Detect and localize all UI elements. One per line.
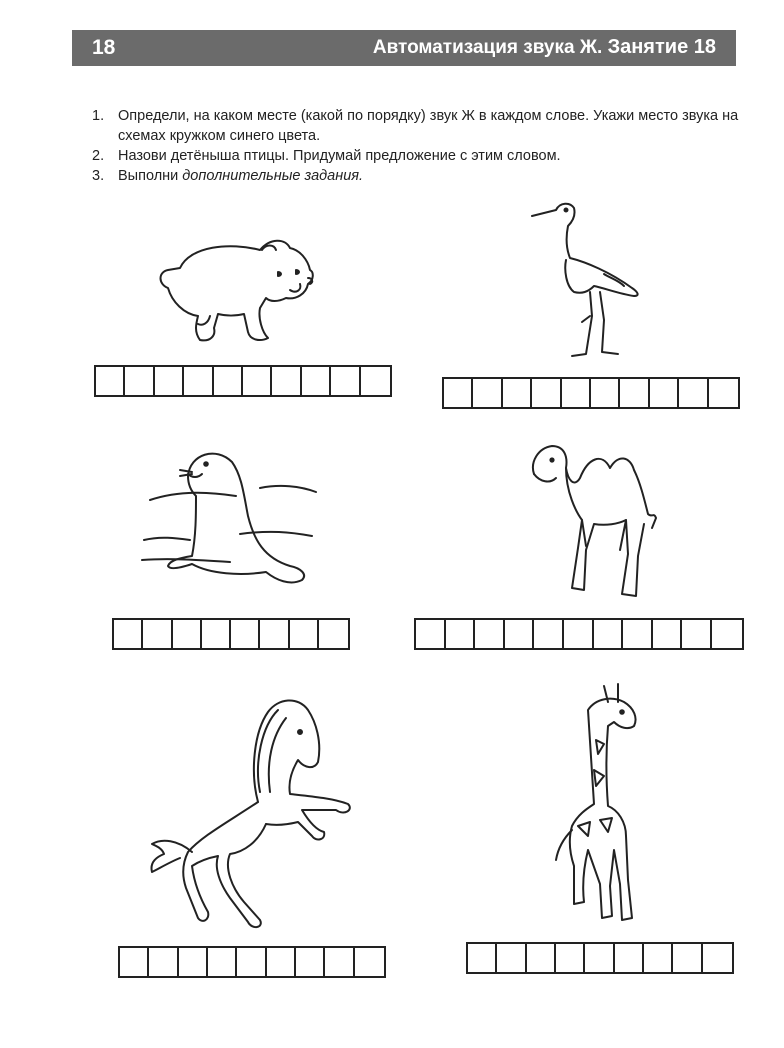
- instruction-item: [92, 146, 742, 166]
- answer-grid-camel[interactable]: [414, 618, 744, 650]
- giraffe-picture: [548, 680, 648, 928]
- answer-grid-bear-cub[interactable]: [94, 365, 392, 397]
- instruction-text: Определи, на каком месте (какой по порядку) звук Ж в каждом слове. Укажи место звука на схемах кружком синего цвета.: [118, 108, 739, 144]
- instruction-number: 3.: [92, 168, 105, 184]
- seal-picture: [140, 440, 320, 590]
- foal-picture: [148, 692, 363, 932]
- camel-picture: [526, 438, 661, 608]
- instruction-number: 2.: [92, 148, 105, 164]
- lesson-label: Занятие 18: [607, 36, 716, 58]
- instruction-item: [92, 106, 742, 146]
- page-title: [373, 36, 716, 59]
- answer-grid-foal[interactable]: [118, 946, 386, 978]
- bear-cub-picture: [150, 228, 320, 348]
- instruction-number: 1.: [92, 108, 105, 124]
- answer-grid-seal[interactable]: [112, 618, 350, 650]
- answer-grid-crane-bird[interactable]: [442, 377, 740, 409]
- instruction-item: [92, 166, 742, 186]
- answer-grid-giraffe[interactable]: [466, 942, 734, 974]
- instructions-list: [92, 106, 742, 186]
- title-text: Автоматизация звука Ж.: [372, 37, 603, 58]
- instruction-italic: дополнительные задания.: [182, 168, 364, 184]
- crane-bird-picture: [530, 196, 650, 358]
- instruction-text: Назови детёныша птицы. Придумай предложение с этим словом.: [118, 148, 561, 164]
- header-bar: [72, 30, 736, 66]
- instruction-text: Выполни: [118, 168, 183, 184]
- page-number: 18: [92, 36, 116, 59]
